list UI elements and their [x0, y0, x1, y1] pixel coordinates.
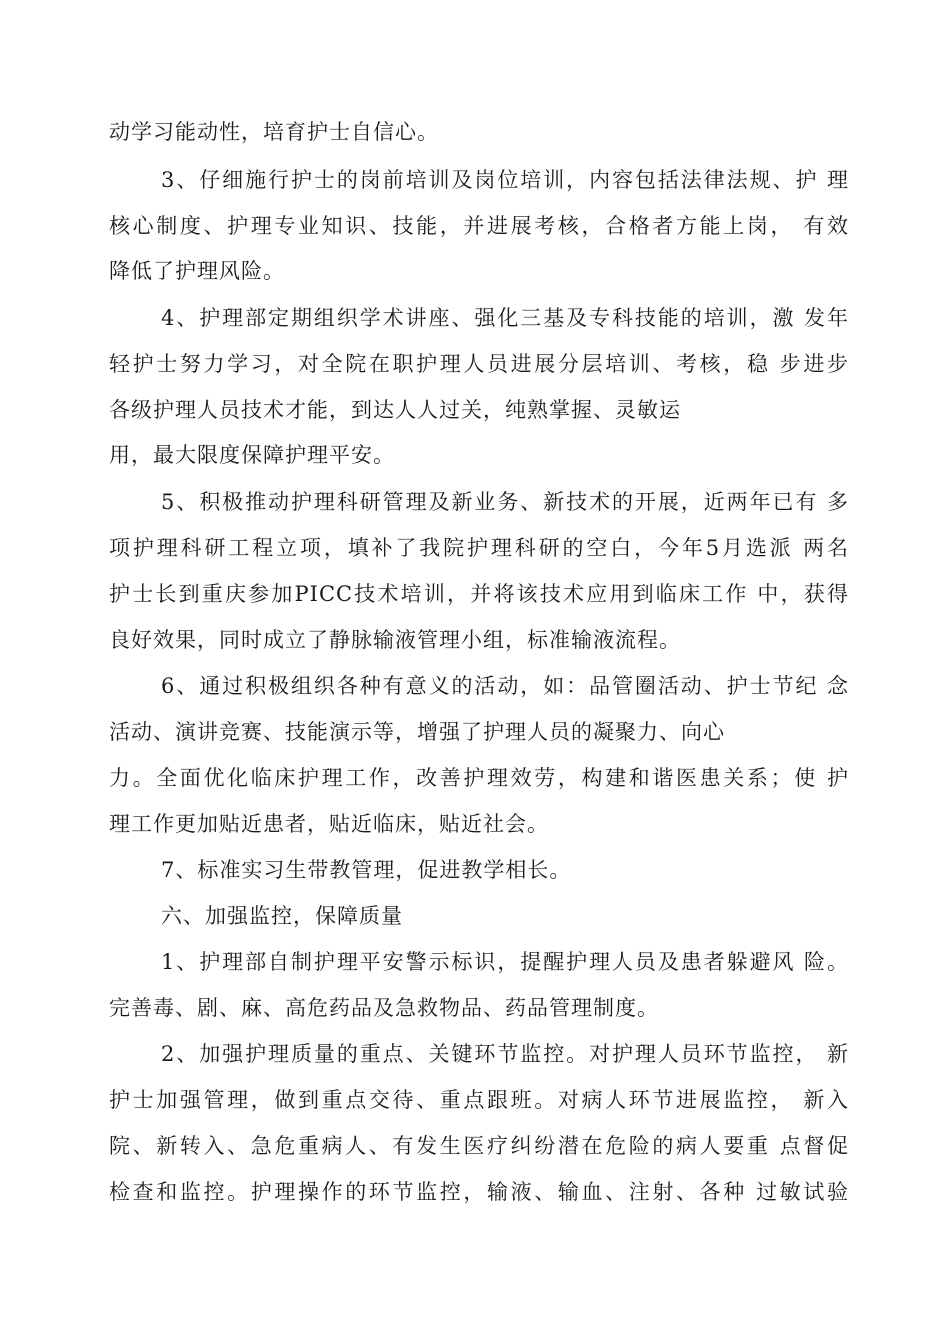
- text-line: 用，最大限度保障护理平安。: [109, 443, 395, 467]
- text-line: 1、护理部自制护理平安警示标识，提醒护理人员及患者躲避风 险。: [161, 950, 849, 974]
- text-line: 4、护理部定期组织学术讲座、强化三基及专科技能的培训，激 发年: [161, 306, 849, 330]
- text-line: 3、仔细施行护士的岗前培训及岗位培训，内容包括法律法规、护 理: [161, 168, 849, 192]
- text-line: 各级护理人员技术才能，到达人人过关，纯熟掌握、灵敏运: [109, 398, 681, 422]
- text-line: 7、标准实习生带教管理，促进教学相长。: [161, 858, 572, 882]
- text-line: 检查和监控。护理操作的环节监控，输液、输血、注射、各种 过敏试验: [109, 1180, 849, 1204]
- text-line: 2、加强护理质量的重点、关键环节监控。对护理人员环节监控， 新: [161, 1042, 849, 1066]
- text-line: 5、积极推动护理科研管理及新业务、新技术的开展，近两年已有 多: [161, 490, 849, 514]
- section-heading: 六、加强监控，保障质量: [161, 904, 403, 928]
- text-line: 护士长到重庆参加PICC技术培训，并将该技术应用到临床工作 中，获得: [109, 582, 849, 606]
- text-line: 活动、演讲竞赛、技能演示等，增强了护理人员的凝聚力、向心: [109, 720, 725, 744]
- text-line: 力。全面优化临床护理工作，改善护理效劳，构建和谐医患关系；使 护: [109, 766, 849, 790]
- text-line: 轻护士努力学习，对全院在职护理人员进展分层培训、考核，稳 步进步: [109, 352, 849, 376]
- text-line: 完善毒、剧、麻、高危药品及急救物品、药品管理制度。: [109, 996, 659, 1020]
- text-line: 理工作更加贴近患者，贴近临床，贴近社会。: [109, 812, 549, 836]
- text-line: 核心制度、护理专业知识、技能，并进展考核，合格者方能上岗， 有效: [109, 214, 849, 238]
- text-line: 动学习能动性，培育护士自信心。: [109, 120, 439, 144]
- text-line: 项护理科研工程立项，填补了我院护理科研的空白，今年5月选派 两名: [109, 536, 849, 560]
- text-line: 良好效果，同时成立了静脉输液管理小组，标准输液流程。: [109, 628, 681, 652]
- text-line: 降低了护理风险。: [109, 259, 285, 283]
- text-line: 院、新转入、急危重病人、有发生医疗纠纷潜在危险的病人要重 点督促: [109, 1134, 849, 1158]
- text-line: 护士加强管理，做到重点交待、重点跟班。对病人环节进展监控， 新入: [109, 1088, 849, 1112]
- text-line: 6、通过积极组织各种有意义的活动，如：品管圈活动、护士节纪 念: [161, 674, 849, 698]
